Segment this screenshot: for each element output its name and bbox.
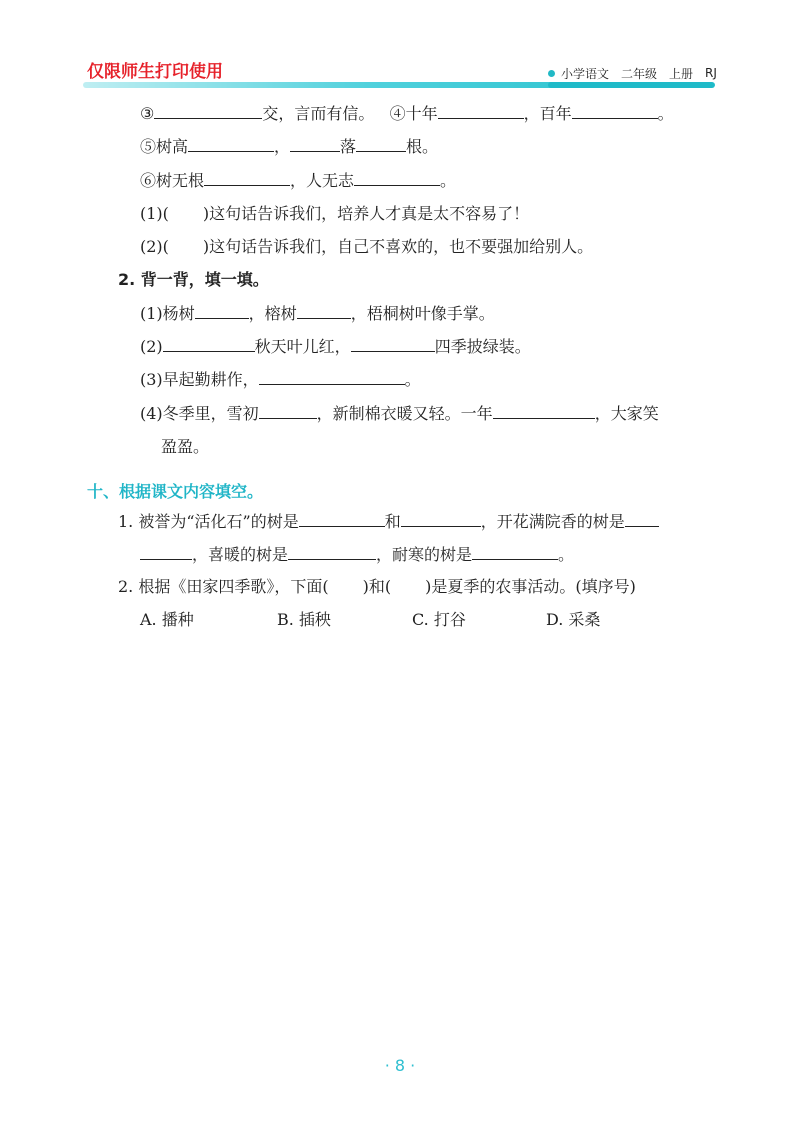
q2-line-4	[140, 404, 659, 424]
answer-blank[interactable]	[163, 337, 255, 352]
item4-end: 。	[657, 104, 674, 123]
s10-q1-a: 1. 被誉为“活化石”的树是	[118, 512, 299, 531]
q2-l2-c: 四季披绿装。	[434, 337, 531, 356]
q2-l4-a: (4)冬季里，雪初	[140, 404, 259, 423]
answer-blank[interactable]	[625, 512, 659, 527]
question-2-title: 2. 背一背，填一填。	[118, 270, 269, 289]
q2-l1-b: ，榕树	[248, 304, 297, 323]
q2-l1-a: (1)杨树	[140, 304, 195, 323]
term-label: 上册	[669, 66, 694, 81]
answer-blank[interactable]	[438, 104, 524, 119]
item4-mark: ④十年	[389, 104, 438, 123]
edition-label: RJ	[705, 66, 717, 80]
s10-q1-c: ，开花满院香的树是	[480, 512, 625, 531]
answer-blank[interactable]	[288, 545, 376, 560]
answer-blank[interactable]	[154, 104, 262, 119]
s10-q2-a: 2. 根据《田家四季歌》，下面(	[118, 577, 329, 596]
page-number: · 8 ·	[384, 1056, 416, 1075]
sub2-tail: )这句话告诉我们，自己不喜欢的，也不要强加给别人。	[202, 237, 594, 256]
sub1-head: (1)(	[140, 204, 169, 223]
answer-blank[interactable]	[401, 512, 481, 527]
s10-q1-line-1	[118, 512, 659, 532]
proverb-item-5	[140, 137, 438, 157]
s10-q1-f: 。	[558, 545, 575, 564]
q2-l2-b: 秋天叶儿红，	[254, 337, 351, 356]
answer-blank[interactable]	[140, 545, 192, 560]
book-info	[548, 64, 717, 82]
q2-line-3	[140, 370, 421, 390]
answer-blank[interactable]	[572, 104, 658, 119]
q2-line-1	[140, 304, 495, 324]
answer-blank[interactable]	[356, 137, 406, 152]
grade-label: 二年级	[621, 66, 658, 81]
item3-text: 交，言而有信。	[262, 104, 375, 123]
bullet-dot-icon	[548, 70, 555, 77]
section-10-title: 十、根据课文内容填空。	[87, 482, 264, 501]
answer-blank[interactable]	[195, 304, 249, 319]
item5-mid: 落	[340, 137, 357, 156]
proverb-sub-2	[140, 237, 593, 257]
s10-q1-e: ，耐寒的树是	[376, 545, 473, 564]
item6-end: 。	[440, 171, 457, 190]
answer-blank[interactable]	[472, 545, 558, 560]
s10-q2-c: )是夏季的农事活动。(填序号)	[425, 577, 636, 596]
answer-blank[interactable]	[290, 137, 340, 152]
option-d[interactable]: D. 采桑	[546, 610, 601, 629]
answer-blank[interactable]	[351, 337, 435, 352]
q2-l4-c: ，大家笑	[594, 404, 659, 423]
header-divider-accent	[548, 82, 714, 88]
answer-blank[interactable]	[299, 512, 385, 527]
answer-blank[interactable]	[204, 171, 290, 186]
item5-sep: ，	[274, 137, 291, 156]
s10-q2-b: )和(	[362, 577, 392, 596]
item5-end: 根。	[406, 137, 439, 156]
answer-blank[interactable]	[297, 304, 351, 319]
answer-blank[interactable]	[493, 404, 595, 419]
proverb-sub-1	[140, 204, 529, 224]
answer-blank[interactable]	[188, 137, 274, 152]
proverb-item-3-4	[140, 104, 674, 124]
s10-q2-line	[118, 577, 636, 597]
proverb-item-6	[140, 171, 456, 191]
s10-q1-line-2	[140, 545, 574, 565]
s10-q1-b: 和	[384, 512, 401, 531]
item5-head: ⑤树高	[140, 137, 189, 156]
item3-mark: ③	[140, 104, 155, 123]
q2-l1-c: ，梧桐树叶像手掌。	[350, 304, 495, 323]
item4-mid: ，百年	[523, 104, 572, 123]
answer-blank[interactable]	[354, 171, 440, 186]
sub2-head: (2)(	[140, 237, 169, 256]
subject-label: 小学语文	[561, 66, 610, 81]
option-a[interactable]: A. 播种	[140, 610, 194, 629]
q2-l3-b: 。	[404, 370, 421, 389]
q2-l4-b: ，新制棉衣暖又轻。一年	[316, 404, 493, 423]
q2-l2-a: (2)	[140, 337, 163, 356]
q2-line-2	[140, 337, 531, 357]
q2-line-4-cont: 盈盈。	[161, 437, 210, 456]
option-b[interactable]: B. 插秧	[277, 610, 331, 629]
item6-head: ⑥树无根	[140, 171, 205, 190]
s10-q1-d: ，喜暖的树是	[192, 545, 289, 564]
option-c[interactable]: C. 打谷	[412, 610, 466, 629]
q2-l3-a: (3)早起勤耕作，	[140, 370, 259, 389]
answer-blank[interactable]	[259, 370, 405, 385]
item6-mid: ，人无志	[290, 171, 355, 190]
answer-blank[interactable]	[259, 404, 317, 419]
print-notice: 仅限师生打印使用	[87, 62, 223, 82]
sub1-tail: )这句话告诉我们，培养人才真是太不容易了！	[202, 204, 530, 223]
